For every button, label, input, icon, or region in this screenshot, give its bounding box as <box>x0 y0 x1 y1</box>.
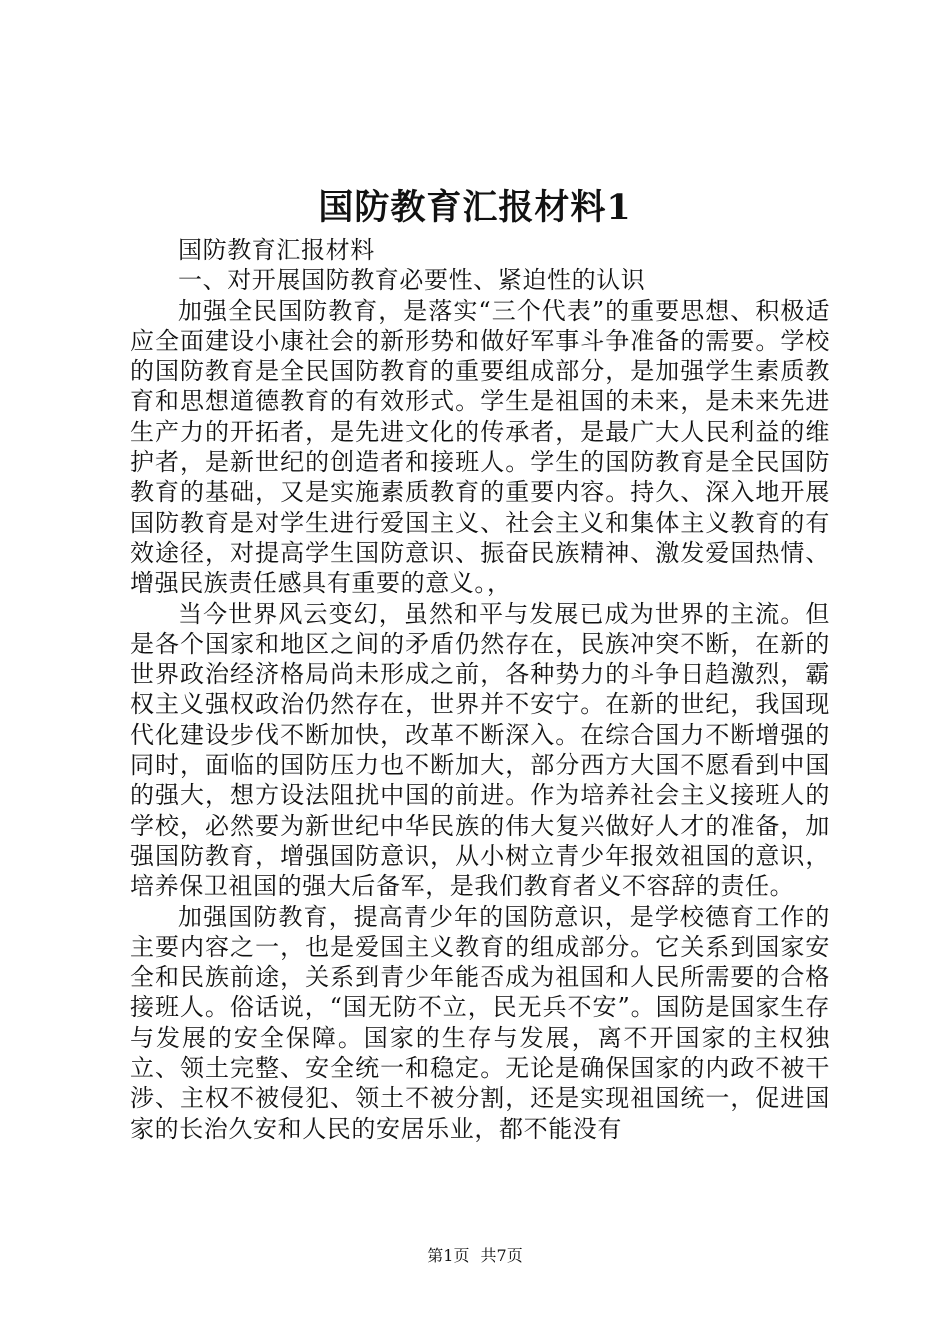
document-title: 国防教育汇报材料1 <box>318 187 632 228</box>
paragraph-body: 当今世界风云变幻，虽然和平与发展已成为世界的主流。但是各个国家和地区之间的矛盾仍然存在，民族冲突不断，在新的世界政治经济格局尚未形成之前，各种势力的斗争日趋激烈，霸权主义强权政治仍然存在，世界并不安宁。在新的世纪，我国现代化建设步伐不断加快，改革不断深入。在综合国力不断增强的同时，面临的国防压力也不断加大，部分西方大国不愿看到中国的强大，想方设法阻扰中国的前进。作为培养社会主义接班人的学校，必然要为新世纪中华民族的伟大复兴做好人才的准备，加强国防教育，增强国防意识，从小树立青少年报效祖国的意识，培养保卫祖国的强大后备军，是我们教育者义不容辞的责任。 <box>130 599 830 901</box>
paragraph-body: 加强国防教育，提高青少年的国防意识，是学校德育工作的主要内容之一，也是爱国主义教育的组成部分。它关系到国家安全和民族前途，关系到青少年能否成为祖国和人民所需要的合格接班人。俗话说，“国无防不立，民无兵不安”。国防是国家生存与发展的安全保障。国家的生存与发展，离不开国家的主权独立、领土完整、安全统一和稳定。无论是确保国家的内政不被干涉、主权不被侵犯、领土不被分割，还是实现祖国统一，促进国家的长治久安和人民的安居乐业，都不能没有 <box>130 902 830 1143</box>
page-footer <box>0 1246 950 1266</box>
paragraph-section-title: 一、对开展国防教育必要性、紧迫性的认识 <box>178 266 646 295</box>
paragraph-heading: 国防教育汇报材料 <box>178 236 375 264</box>
page-total: 共7页 <box>480 1246 523 1265</box>
document-body <box>130 235 830 1144</box>
page-number: 第1页 <box>427 1246 470 1265</box>
paragraph-body: 加强全民国防教育，是落实“三个代表”的重要思想、积极适应全面建设小康社会的新形势和做好军事斗争准备的需要。学校的国防教育是全民国防教育的重要组成部分，是加强学生素质教育和思想道德教育的有效形式。学生是祖国的未来，是未来先进生产力的开拓者，是先进文化的传承者，是最广大人民利益的维护者，是新世纪的创造者和接班人。学生的国防教育是全民国防教育的基础，又是实施素质教育的重要内容。持久、深入地开展国防教育是对学生进行爱国主义、社会主义和集体主义教育的有效途径，对提高学生国防意识、振奋民族精神、激发爱国热情、增强民族责任感具有重要的意义。， <box>130 296 830 598</box>
